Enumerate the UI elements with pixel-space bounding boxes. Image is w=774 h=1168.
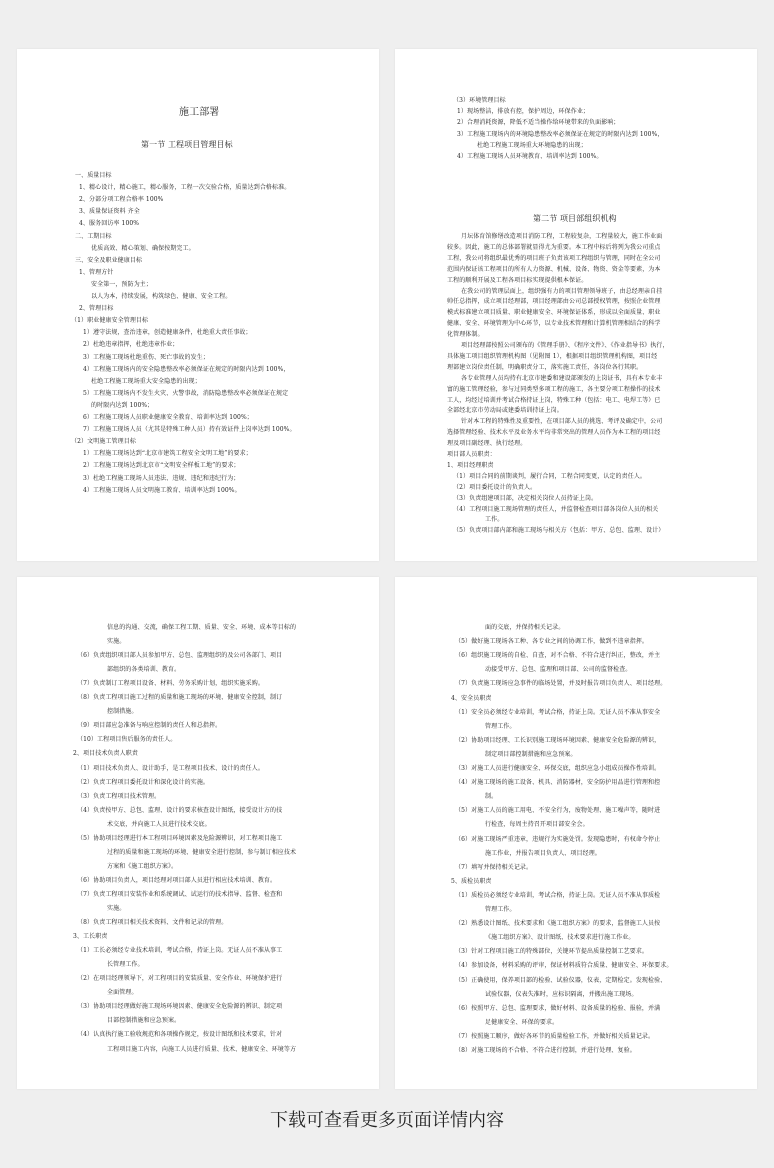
document-page-2 xyxy=(395,49,757,561)
text-line: 杜绝工程施工现场重大环境隐患的出现； xyxy=(477,141,587,149)
text-line: （4）对施工现场的施工设备、机具、消防器材，安全防护用品进行管理和控 xyxy=(455,779,661,787)
text-line: 安全第一，预防为主； xyxy=(91,280,153,288)
text-line: （5）负责项目部内部和施工现场与相关方（包括：甲方、总包、监理、设计） xyxy=(453,527,665,535)
text-line: 理及项目副经理、执行经理。 xyxy=(447,440,527,448)
text-line: 过程的质量和施工现场的环境、健康安全进行控制，参与制订相应技术 xyxy=(107,848,297,856)
text-line: 工程项目施工内容，向施工人员进行质量、技术、健康安全、环境等方 xyxy=(107,1045,297,1053)
text-line: 全部经北京市劳动局或建委培训持证上岗。 xyxy=(447,407,563,415)
text-line: 5、质检员职责 xyxy=(451,877,492,885)
text-line: 1、项目经理职责 xyxy=(447,461,494,469)
text-line: （6）按照甲方、总包、监理要求，做好材料、设备质量的检验、报验，并满 xyxy=(455,1004,661,1012)
text-line: （4）负责按甲方、总包、监理、设计的要求核查设计图纸，接受设计方的技 xyxy=(77,806,283,814)
text-line: 1）遵守法规，查治违章，创造健康条件，杜绝重大责任事故； xyxy=(83,329,252,337)
text-line: 实施。 xyxy=(107,638,126,646)
text-line: 模式标准建立项目质量、职业健康安全、环境保证体系，形成以全面质量、职业 xyxy=(447,309,661,317)
text-line: （4）认真执行施工验收规范和各项操作规定，按设计图纸和技术要求，针对 xyxy=(77,1031,283,1039)
text-line: 以人为本，持续发展，构筑绿色、健康、安全工程。 xyxy=(91,293,232,300)
text-line: （3）负责组建项目部，决定相关岗位人员持证上岗。 xyxy=(453,494,598,502)
text-line: 2）合理消耗资源，降低不适当操作给环境带来的负面影响； xyxy=(457,119,620,127)
download-prompt[interactable]: 下载可查看更多页面详情内容 xyxy=(270,1110,504,1131)
text-line: 健康、安全、环境管理为中心环节，以专业技术管理和计算机管理相结合的科学 xyxy=(447,320,661,328)
document-page-4 xyxy=(395,577,757,1089)
text-line: （7）按照施工顺序，做好各环节的质量检验工作，并做好相关质量记录。 xyxy=(455,1032,655,1040)
text-line: （2）负责工程项目委托设计和深化设计的实施。 xyxy=(77,778,210,786)
text-line: （1）项目技术负责人、设计助手，是工程项目技术、设计的责任人。 xyxy=(77,764,264,772)
text-line: 信息的沟通、交流，确保工程工期、质量、安全、环境、成本等目标的 xyxy=(107,624,297,631)
text-line: 面的交底，并保持相关记录。 xyxy=(485,624,565,631)
text-line: 术交底，并向施工人员进行技术交底。 xyxy=(107,820,211,828)
text-line: 制。 xyxy=(485,793,498,801)
text-line: （1）安全员必须经专业培训，考试合格，持证上岗。无证人员不准从事安全 xyxy=(455,708,661,716)
text-line: 动接受甲方、总包、监理和项目部、公司的监督检查。 xyxy=(485,666,632,674)
text-line: 7）工程施工现场人员（尤其是特殊工种人员）持有效证件上岗率达到 100%。 xyxy=(83,426,296,434)
text-line: 选择管理经验、技术水平及业务水平均非常突出的管理人员作为本工程的项目经 xyxy=(447,429,661,437)
text-line: （8）负责工程项目施工过程的质量和施工现场的环境、健康安全控制，制订 xyxy=(77,694,283,702)
text-line: 一、质量目标 xyxy=(75,172,112,179)
section-title: 第二节 项目部组织机构 xyxy=(533,214,617,223)
text-line: （6）组织施工现场的自检、自查，对不合格、不符合进行纠正，整改，并主 xyxy=(455,652,661,660)
text-line: 2、项目技术负责人职责 xyxy=(73,750,138,758)
text-line: 管理工作。 xyxy=(485,906,516,913)
text-line: 富的施工管理经验，参与过同类型多项工程的施工，各主要分项工程操作的技术 xyxy=(447,385,661,393)
text-line: （4）参加设备，材料采购的评审，保证材料质符合质量、健康安全、环保要求。 xyxy=(455,962,673,970)
text-line: 3）工程施工现场内的环境隐患整改率必须保证在规定的时限内达到 100%， xyxy=(457,130,664,138)
text-line: （2）文明施工管理目标 xyxy=(71,438,136,446)
text-line: 三、安全及职业健康目标 xyxy=(75,256,143,264)
text-line: （2）协助项目经理、工长识别施工现场环境因素、健康安全危险源的辨识， xyxy=(455,736,661,744)
text-line: （3）针对工程项目施工的特殊部位，关键环节提出质量控制工艺要求。 xyxy=(455,948,649,956)
text-line: （3）协助项目经理做好施工现场环境因素、健康安全危险源的辨识、制定项 xyxy=(77,1003,283,1011)
text-line: （8）对施工现场的不合格、不符合进行控制，并进行处理、复验。 xyxy=(455,1047,636,1054)
text-line: 1、管理方针 xyxy=(79,268,114,276)
text-line: （8）负责工程项目相关技术资料、文件和记录的管理。 xyxy=(77,919,228,927)
text-line: 优质高效、精心策划、确保按期完工。 xyxy=(91,244,195,252)
text-line: （9）项目部应急准备与响应控制的责任人和总指挥。 xyxy=(77,722,222,730)
text-line: （7）负责制订工程项目设备、材料、劳务采购计划，组织实施采购。 xyxy=(77,680,264,688)
text-line: （2）在项目经理领导下，对工程项目的安装质量、安全作业、环境保护进行 xyxy=(77,975,283,983)
text-line: （10）工程项目售后服务的责任人。 xyxy=(77,736,177,744)
text-line: 2、管理目标 xyxy=(79,305,114,313)
text-line: 月坛体育馆修缮改造项目消防工程，工程较复杂，工程量较大，施工作业面 xyxy=(461,233,663,240)
text-line: 2）工程施工现场达到北京市“文明安全样板工地”的要求； xyxy=(83,462,240,470)
text-line: （6）对施工现场严重违章，违规行为实施处罚。发现隐患时，有权命令停止 xyxy=(455,835,661,843)
text-line: （2）熟悉设计图纸、技术要求和《施工组织方案》的要求，监督施工人员按 xyxy=(455,920,661,928)
text-line: （4）工程项目施工现场管理的责任人，并监督检查项目部各岗位人员的相关 xyxy=(453,505,659,513)
text-line: 化管理体制。 xyxy=(447,331,484,339)
text-line: （1）项目合同的前期谈判，履行合同，工程合同变更，认定的责任人。 xyxy=(453,472,647,480)
text-line: 管理工作。 xyxy=(485,722,516,730)
text-line: 1）现场整洁，排放有控，保护周边，环保作业； xyxy=(457,108,590,116)
text-line: 实施。 xyxy=(107,905,126,912)
text-line: 部组织的各类培训、教育。 xyxy=(107,666,181,674)
text-line: 3）工程施工现场杜绝重伤、死亡事故的发生； xyxy=(83,353,209,361)
text-line: 项目经理部按照公司颁布的《管理手册》、《程序文件》、《作业指导书》执行， xyxy=(461,342,669,349)
text-line: 行检查，每周主持召开项目部安全会。 xyxy=(485,821,589,829)
text-line: 足健康安全、环保的要求。 xyxy=(485,1018,559,1026)
text-line: 各专业管理人员均持有北京市建委和建设部颁发的上岗证书，具有本专业丰 xyxy=(461,374,663,382)
text-line: 3）杜绝工程施工现场人员违法、违规、违纪和违纪行为； xyxy=(83,474,240,482)
text-line: 3、工长职责 xyxy=(73,933,108,941)
text-line: 具体施工项目组织管理机构图（见附图 1），根据项目组织管理机构图，项目经 xyxy=(447,352,658,360)
page-title: 施工部署 xyxy=(179,107,220,118)
section-title: 第一节 工程项目管理目标 xyxy=(141,140,233,149)
text-line: 的时限内达到 100%； xyxy=(91,401,154,409)
text-line: 2）杜绝违章指挥，杜绝违章作业； xyxy=(83,341,179,349)
text-line: （5）对施工人员的施工用电、不安全行为，废物处理、施工噪声等，随时进 xyxy=(455,807,661,815)
text-line: （6）负责组织项目部人员参加甲方、总包、监理组织的及公司各部门、项目 xyxy=(77,652,283,660)
document-page-3 xyxy=(17,577,379,1089)
text-line: （2）项目委托设计的负责人。 xyxy=(453,483,537,491)
text-line: （1）职业健康安全管理目标 xyxy=(71,317,149,325)
text-line: 二、工期目标 xyxy=(75,232,112,240)
text-line: （3）环境管理目标 xyxy=(453,97,506,104)
text-line: 6）工程施工现场人员职业健康安全教育、培训率达到 100%； xyxy=(83,414,253,421)
text-line: 项目部人员职责： xyxy=(447,451,496,458)
text-line: （3）对施工人员进行健康安全、环保交底，组织应急小组成员操作性培训。 xyxy=(455,765,661,772)
text-line: 长管理工作。 xyxy=(107,961,144,969)
text-line: 理部建立岗位责任制，明确职责分工，落实施工责任，各岗位各行其职。 xyxy=(447,363,643,371)
text-line: 4）工程施工现场人员环境教育、培训率达到 100%。 xyxy=(457,153,603,160)
text-line: 全面管理。 xyxy=(107,989,138,997)
text-line: 杜绝工程施工现场重大安全隐患的出现； xyxy=(91,377,201,385)
text-line: （5）协助项目经理进行本工程项目环境因素及危险源辨识，对工程项目施工 xyxy=(77,834,283,842)
text-line: 1、精心设计，精心施工，精心服务，工程一次交验合格，质量达到合格标准。 xyxy=(79,184,291,192)
text-line: 针对本工程的特殊性及重要性，在项目部人员的挑选、考评及确定中，公司 xyxy=(461,418,663,426)
document-page-1 xyxy=(17,49,379,561)
text-line: 4）工程施工现场内的安全隐患整改率必须保证在规定的时限内达到 100%， xyxy=(83,365,290,373)
text-line: 方案和《施工组织方案》。 xyxy=(107,862,178,870)
text-line: （5）正确使用，保养项目部的检验、试验仪器，仪表，定期检定。发现检验、 xyxy=(455,976,667,984)
text-line: （7）填写并保持相关记录。 xyxy=(455,863,533,871)
text-line: 4）工程施工现场人员文明施工教育、培训率达到 100%。 xyxy=(83,486,241,494)
text-line: 2、分部分项工程合格率 100% xyxy=(79,196,164,204)
text-line: 工程，我公司将组织最优秀的项目班子负责该项工程组织与管理，同时在全公司 xyxy=(447,254,661,262)
text-line: 工程的顺利开展及工程各项目标实现提供根本保证。 xyxy=(447,276,588,284)
text-line: 控制措施。 xyxy=(107,708,138,716)
text-line: 制定项目部控制措施和应急预案。 xyxy=(485,750,577,758)
text-line: 3、质量保证资料 齐全 xyxy=(79,208,140,216)
text-line: 5）工程施工现场内不发生火灾、火警事故，消防隐患整改率必须保证在规定 xyxy=(83,389,289,397)
text-line: （6）协助项目负责人，项目经理对项目部人员进行相应技术培训、教育。 xyxy=(77,876,277,884)
text-line: 在我公司的管理层面上，组织强有力的项目管理领导班子，由总经理亲自挂 xyxy=(461,287,663,295)
text-line: 较多。因此，施工的总体部署就显得尤为重要。本工程中标后将列为我公司重点 xyxy=(447,243,661,251)
text-line: （5）做好施工现场各工种、各专业之间的协调工作，做到不违章指挥。 xyxy=(455,638,649,646)
text-line: （7）负责施工现场应急事件的临场处置，并及时报告项目负责人、项目经理。 xyxy=(455,680,667,688)
text-line: 目部控制措施和应急预案。 xyxy=(107,1017,181,1025)
text-line: 帅任总指挥，成立项目经理部，项目经理部由公司总部授权管理，按照企业管理 xyxy=(447,298,661,306)
text-line: （1）质检员必须经专业培训，考试合格，持证上岗。无证人员不准从事质检 xyxy=(455,891,661,899)
text-line: 试验仪器，仪表失准时，应标识隔离，并搬出施工现场。 xyxy=(485,990,638,998)
text-line: （3）负责工程项目技术管理。 xyxy=(77,792,161,800)
text-line: 范围内保证该工程项目的所有人力资源、机械、设备、物资、资金等要素，为本 xyxy=(447,265,661,273)
text-line: （7）负责工程项目安装作业和系统调试、试运行的技术指导、监督、检查和 xyxy=(77,890,283,898)
text-line: 施工作业，并报告项目负责人、项目经理。 xyxy=(485,849,601,857)
text-line: （1）工长必须经专业技术培训，考试合格，持证上岗。无证人员不准从事工 xyxy=(77,947,283,955)
text-line: 《施工组织方案》、设计图纸、技术要求进行施工作业。 xyxy=(485,934,635,942)
text-line: 工人，均经过培训并考试合格持证上岗，特殊工种（包括：电工、电焊工等）已 xyxy=(447,396,661,404)
text-line: 4、服务回访率 100% xyxy=(79,220,140,228)
text-line: 1）工程施工现场达到“北京市建筑工程安全文明工地”的要求； xyxy=(83,450,252,458)
text-line: 4、安全员职责 xyxy=(451,694,492,702)
text-line: 工作。 xyxy=(485,516,504,524)
